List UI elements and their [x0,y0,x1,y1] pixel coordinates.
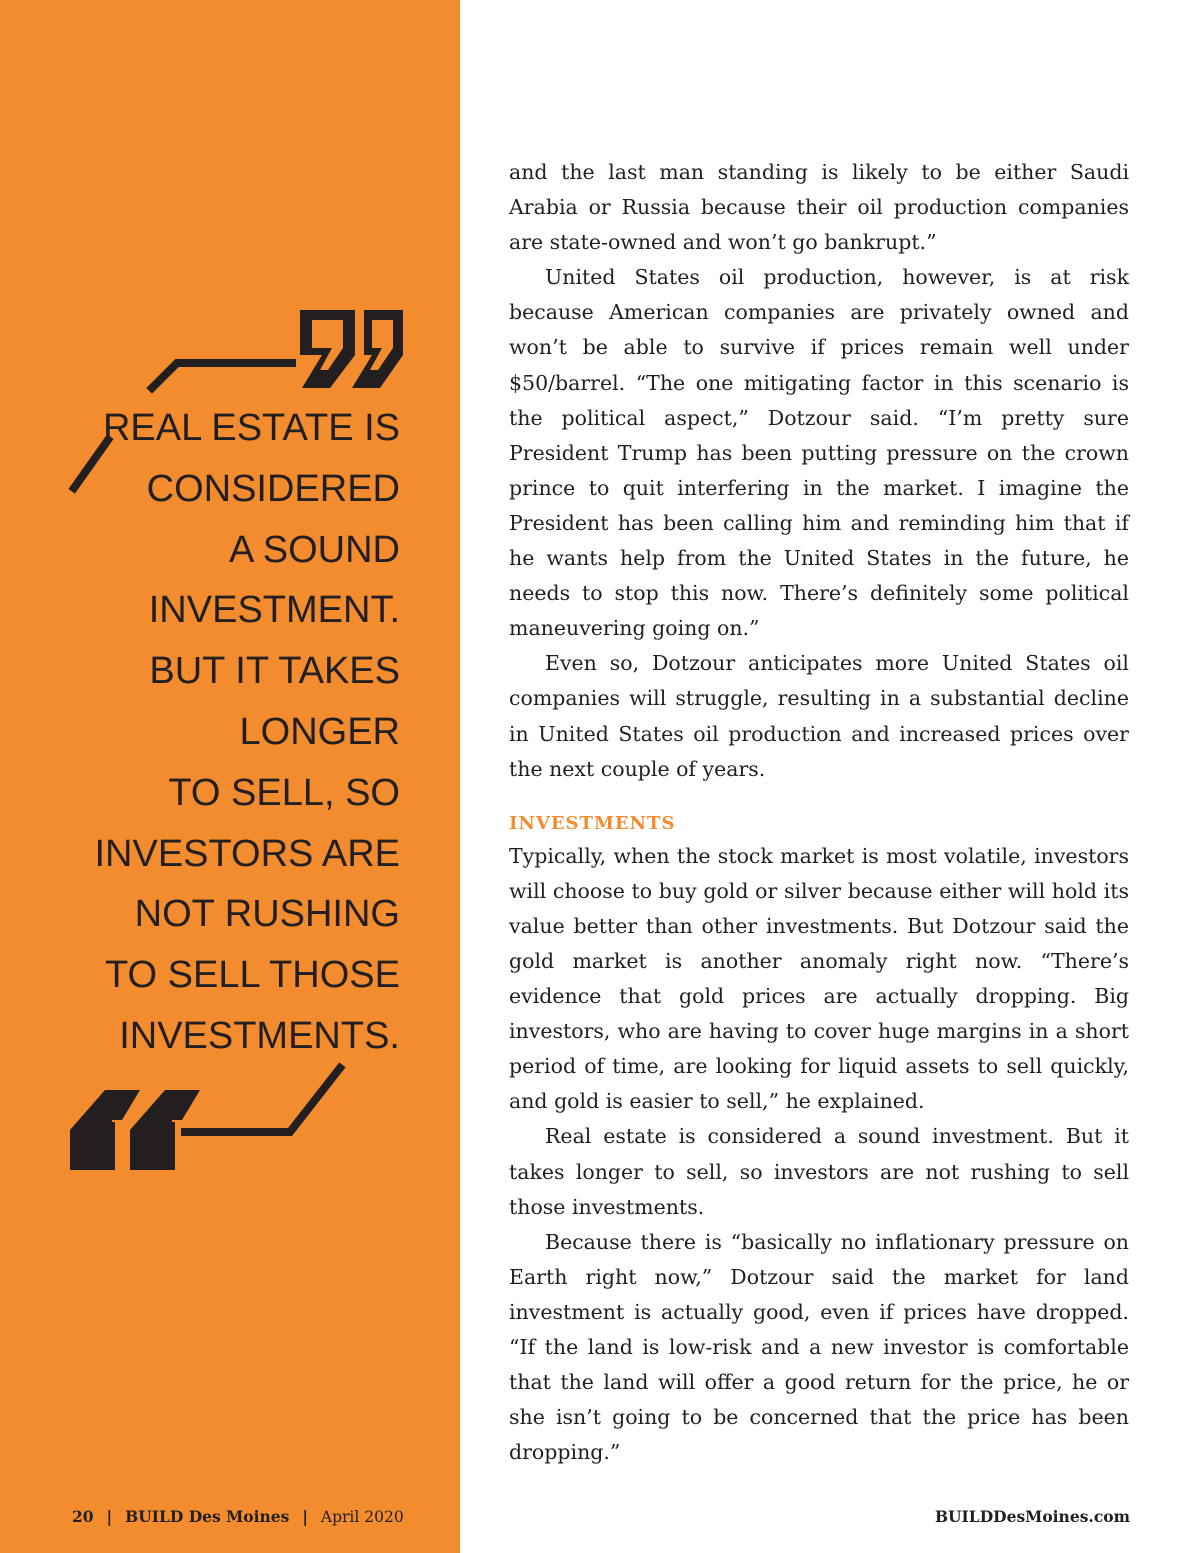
pull-quote-line: INVESTMENTS. [119,1014,400,1057]
pull-quote-line: REAL ESTATE IS [102,407,400,449]
pull-quote-line: BUT IT TAKES [149,650,400,693]
pull-quote-line: CONSIDERED [146,467,400,510]
footer-separator: | [302,1507,308,1526]
page-number: 20 [72,1507,94,1526]
footer-separator: | [106,1507,113,1526]
pull-quote-line: INVESTMENT. [148,589,400,632]
issue-date: April 2020 [320,1508,404,1526]
pull-quote-line: A SOUND [228,528,400,571]
article-paragraph: United States oil production, however, is at risk because American companies are privately owned and won’t be able to survive if prices remain well under $50/barrel. “The one mitigating factor in this scenario is the political aspect,” Dotzour said. “I’m pretty sure President Trump has been putting pressure on the crown prince to quit interfering in the market. I imagine the President has been calling him and reminding him that if he wants help from the United States in the future, he needs to stop this now. There’s definitely some political maneuvering going on.” [509,265,1129,641]
pull-quote-line: TO SELL, SO [168,771,400,814]
website-url: BUILDDesMoines.com [934,1507,1130,1526]
pull-quote-line: INVESTORS ARE [94,832,400,875]
publication-name: BUILD Des Moines [125,1507,290,1526]
pull-quote-line: LONGER [239,710,400,753]
article-body [509,155,1129,1470]
article-paragraph: Even so, Dotzour anticipates more United States oil companies will struggle, resulting in a substantial decline in United States oil production and increased prices over the next couple of years. [509,651,1129,781]
pull-quote-line: NOT RUSHING [134,893,400,936]
page-footer [72,1507,404,1526]
article-paragraph: Typically, when the stock market is most volatile, investors will choose to buy gold or silver because either will hold its value better than other investments. But Dotzour said the gold market is another anomaly right now. “There’s evidence that gold prices are actually dropping. Big investors, who are having to cover huge margins in a short period of time, are looking for liquid assets to sell quickly, and gold is easier to sell,” he explained. [509,843,1129,1114]
opening-quote-mark-icon [60,1050,360,1180]
section-heading-investments: INVESTMENTS [509,812,676,834]
pull-quote-line: TO SELL THOSE [105,954,400,997]
orange-sidebar [0,0,460,1553]
pull-quote [40,398,400,1067]
article-paragraph: Because there is “basically no inflationary pressure on Earth right now,” Dotzour said the market for land investment is actually good, even if prices have dropped. “If the land is low-risk and a new investor is comfortable that the land will offer a good return for the price, he or she isn’t going to be concerned that the price has been dropping.” [509,1229,1129,1465]
article-paragraph: and the last man standing is likely to be either Saudi Arabia or Russia because their oil production companies are state-owned and won’t go bankrupt.” [509,160,1129,255]
article-paragraph: Real estate is considered a sound investment. But it takes longer to sell, so investors are not rushing to sell those investments. [509,1124,1129,1219]
